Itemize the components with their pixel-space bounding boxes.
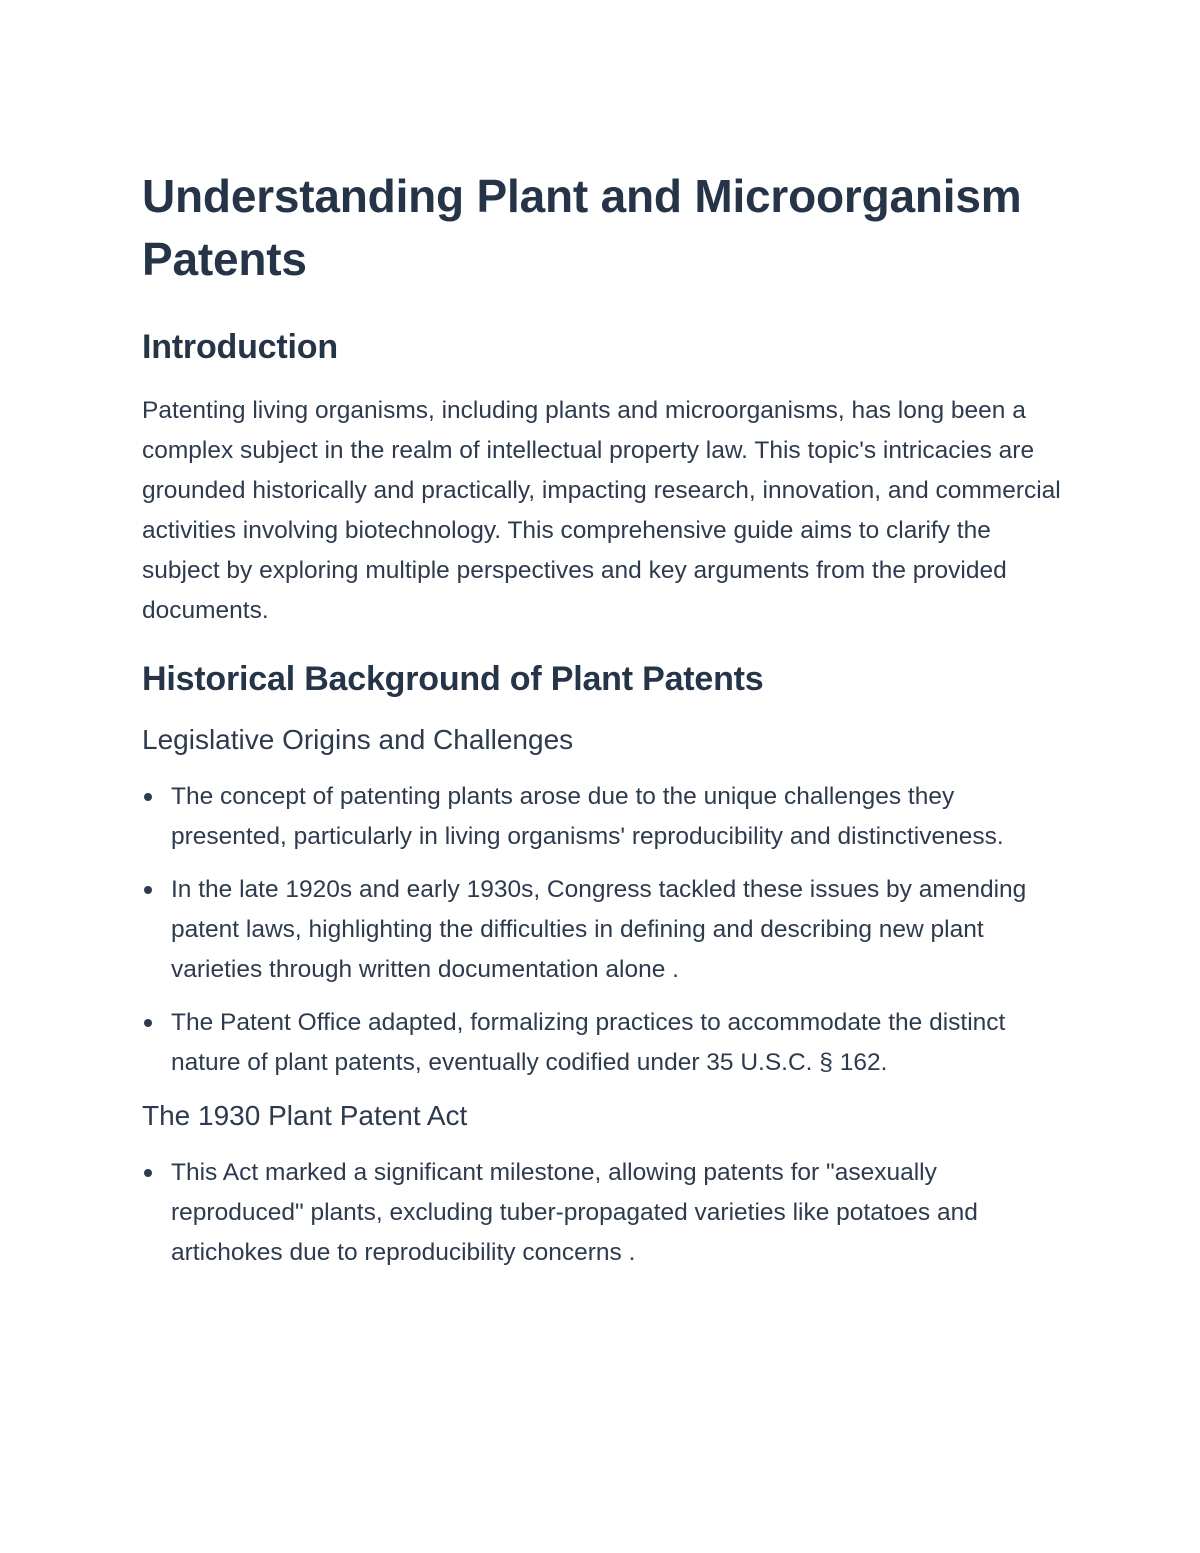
- introduction-paragraph: Patenting living organisms, including plants and microorganisms, has long been a complex subject in the realm of intellectual property law. This topic's intricacies are grounded historically and practically, impacting research, innovation, and commercial activities involving biotechnology. This comprehensive guide aims to clarify the subject by exploring multiple perspectives and key arguments from the provided documents.: [142, 397, 1061, 624]
- list-item-text: The concept of patenting plants arose due to the unique challenges they presented, particularly in living organisms' reproducibility and distinctiveness.: [171, 783, 1004, 850]
- list-item-text: This Act marked a significant milestone, allowing patents for "asexually reproduced" plants, excluding tuber-propagated varieties like potatoes and artichokes due to reproducibility concerns .: [171, 1159, 978, 1266]
- list-item-text: In the late 1920s and early 1930s, Congress tackled these issues by amending patent laws, highlighting the difficulties in defining and describing new plant varieties through written documentation alone .: [171, 876, 1027, 983]
- list-item-text: The Patent Office adapted, formalizing practices to accommodate the distinct nature of plant patents, eventually codified under 35 U.S.C. § 162.: [171, 1009, 1006, 1076]
- list-item: [142, 1153, 1062, 1273]
- document-title: Understanding Plant and Microorganism Patents: [142, 170, 1022, 285]
- bullet-icon: [144, 1169, 152, 1177]
- list-item: [142, 1003, 1062, 1083]
- legislative-origins-list: [142, 777, 1062, 1083]
- plant-patent-act-list: [142, 1153, 1062, 1273]
- subsection-heading-legislative-origins: Legislative Origins and Challenges: [142, 724, 574, 755]
- list-item: [142, 870, 1062, 990]
- subsection-heading-plant-patent-act: The 1930 Plant Patent Act: [142, 1100, 468, 1131]
- list-item: [142, 777, 1062, 857]
- bullet-icon: [144, 1019, 152, 1027]
- document-page: [142, 165, 1062, 1286]
- bullet-icon: [144, 886, 152, 894]
- section-heading-introduction: Introduction: [142, 328, 338, 366]
- bullet-icon: [144, 793, 152, 801]
- section-heading-historical-background: Historical Background of Plant Patents: [142, 660, 764, 698]
